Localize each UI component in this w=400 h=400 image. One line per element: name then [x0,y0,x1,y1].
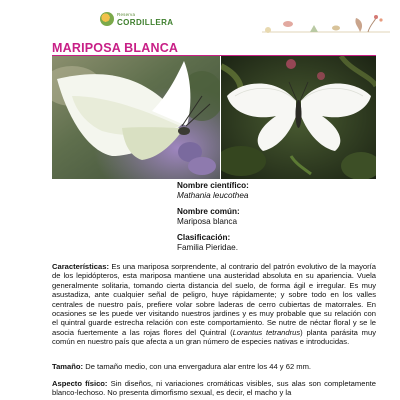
logo-small-text: Reserva [117,12,136,17]
appearance-text: Sin diseños, ni variaciones cromáticas visibles, sus alas son completamente blanco-lechoso. No presenta dimorfismo sexual, es decir, el macho y la [52,379,377,398]
common-name-block [177,207,377,227]
appearance-label: Aspecto físico: [52,379,108,388]
characteristics-text-end: ) planta parásita muy común en nuestro país que afecta a un gran número de especies nativas e introducidas. [52,327,376,347]
appearance-paragraph [52,379,376,398]
page-title: MARIPOSA BLANCA [52,41,179,55]
quintral-species-name: Lorantus tetrandrus [232,327,301,337]
reserva-cordillera-logo [100,12,192,34]
scientific-name-label: Nombre científico: [177,181,249,190]
characteristics-text: Es una mariposa sorprendente, al contrario del patrón evolutivo de la mayoría de los lepidópteros, esta mariposa mantiene una austeridad absoluta en su apariencia. Vuela generalmente solitaria, tomando cierta distancia del suelo, de forma ágil e irregular. Es muy asustadiza, ante cualquier señal de peligro, huye rápidamente; y sobre todo en los valles centrales de nuestro país, prefiere volar sobre laderas de cerro cubiertas de matorrales. En ocasiones se les puede ver visitando nuestros jardines y es muy probable que su relación con el quintral guarde estrecha relación con este comportamiento. Se nutre de néctar floral y se le asocia fuertemente a las rojas flores del Quintral ( [52,262,376,337]
logo-sun-icon [100,12,114,26]
butterfly-photo-side [52,56,220,179]
logo-text: CORDILLERA [117,18,174,27]
classification-block [177,233,377,253]
nature-decoration-icon [240,10,390,40]
page-header [0,0,400,40]
classification-value: Familia Pieridae. [177,243,238,252]
size-text: De tamaño medio, con una envergadura alar entre los 44 y 62 mm. [83,362,312,371]
common-name-label: Nombre común: [177,207,240,216]
classification-label: Clasificación: [177,233,231,242]
characteristics-label: Características: [52,262,109,271]
size-paragraph [52,362,376,371]
butterfly-photo-open-wings [221,56,376,179]
size-label: Tamaño: [52,362,84,371]
characteristics-paragraph [52,262,376,347]
scientific-name-block [177,181,377,201]
common-name-value: Mariposa blanca [177,217,238,226]
scientific-name-value: Mathania leucothea [177,191,249,200]
